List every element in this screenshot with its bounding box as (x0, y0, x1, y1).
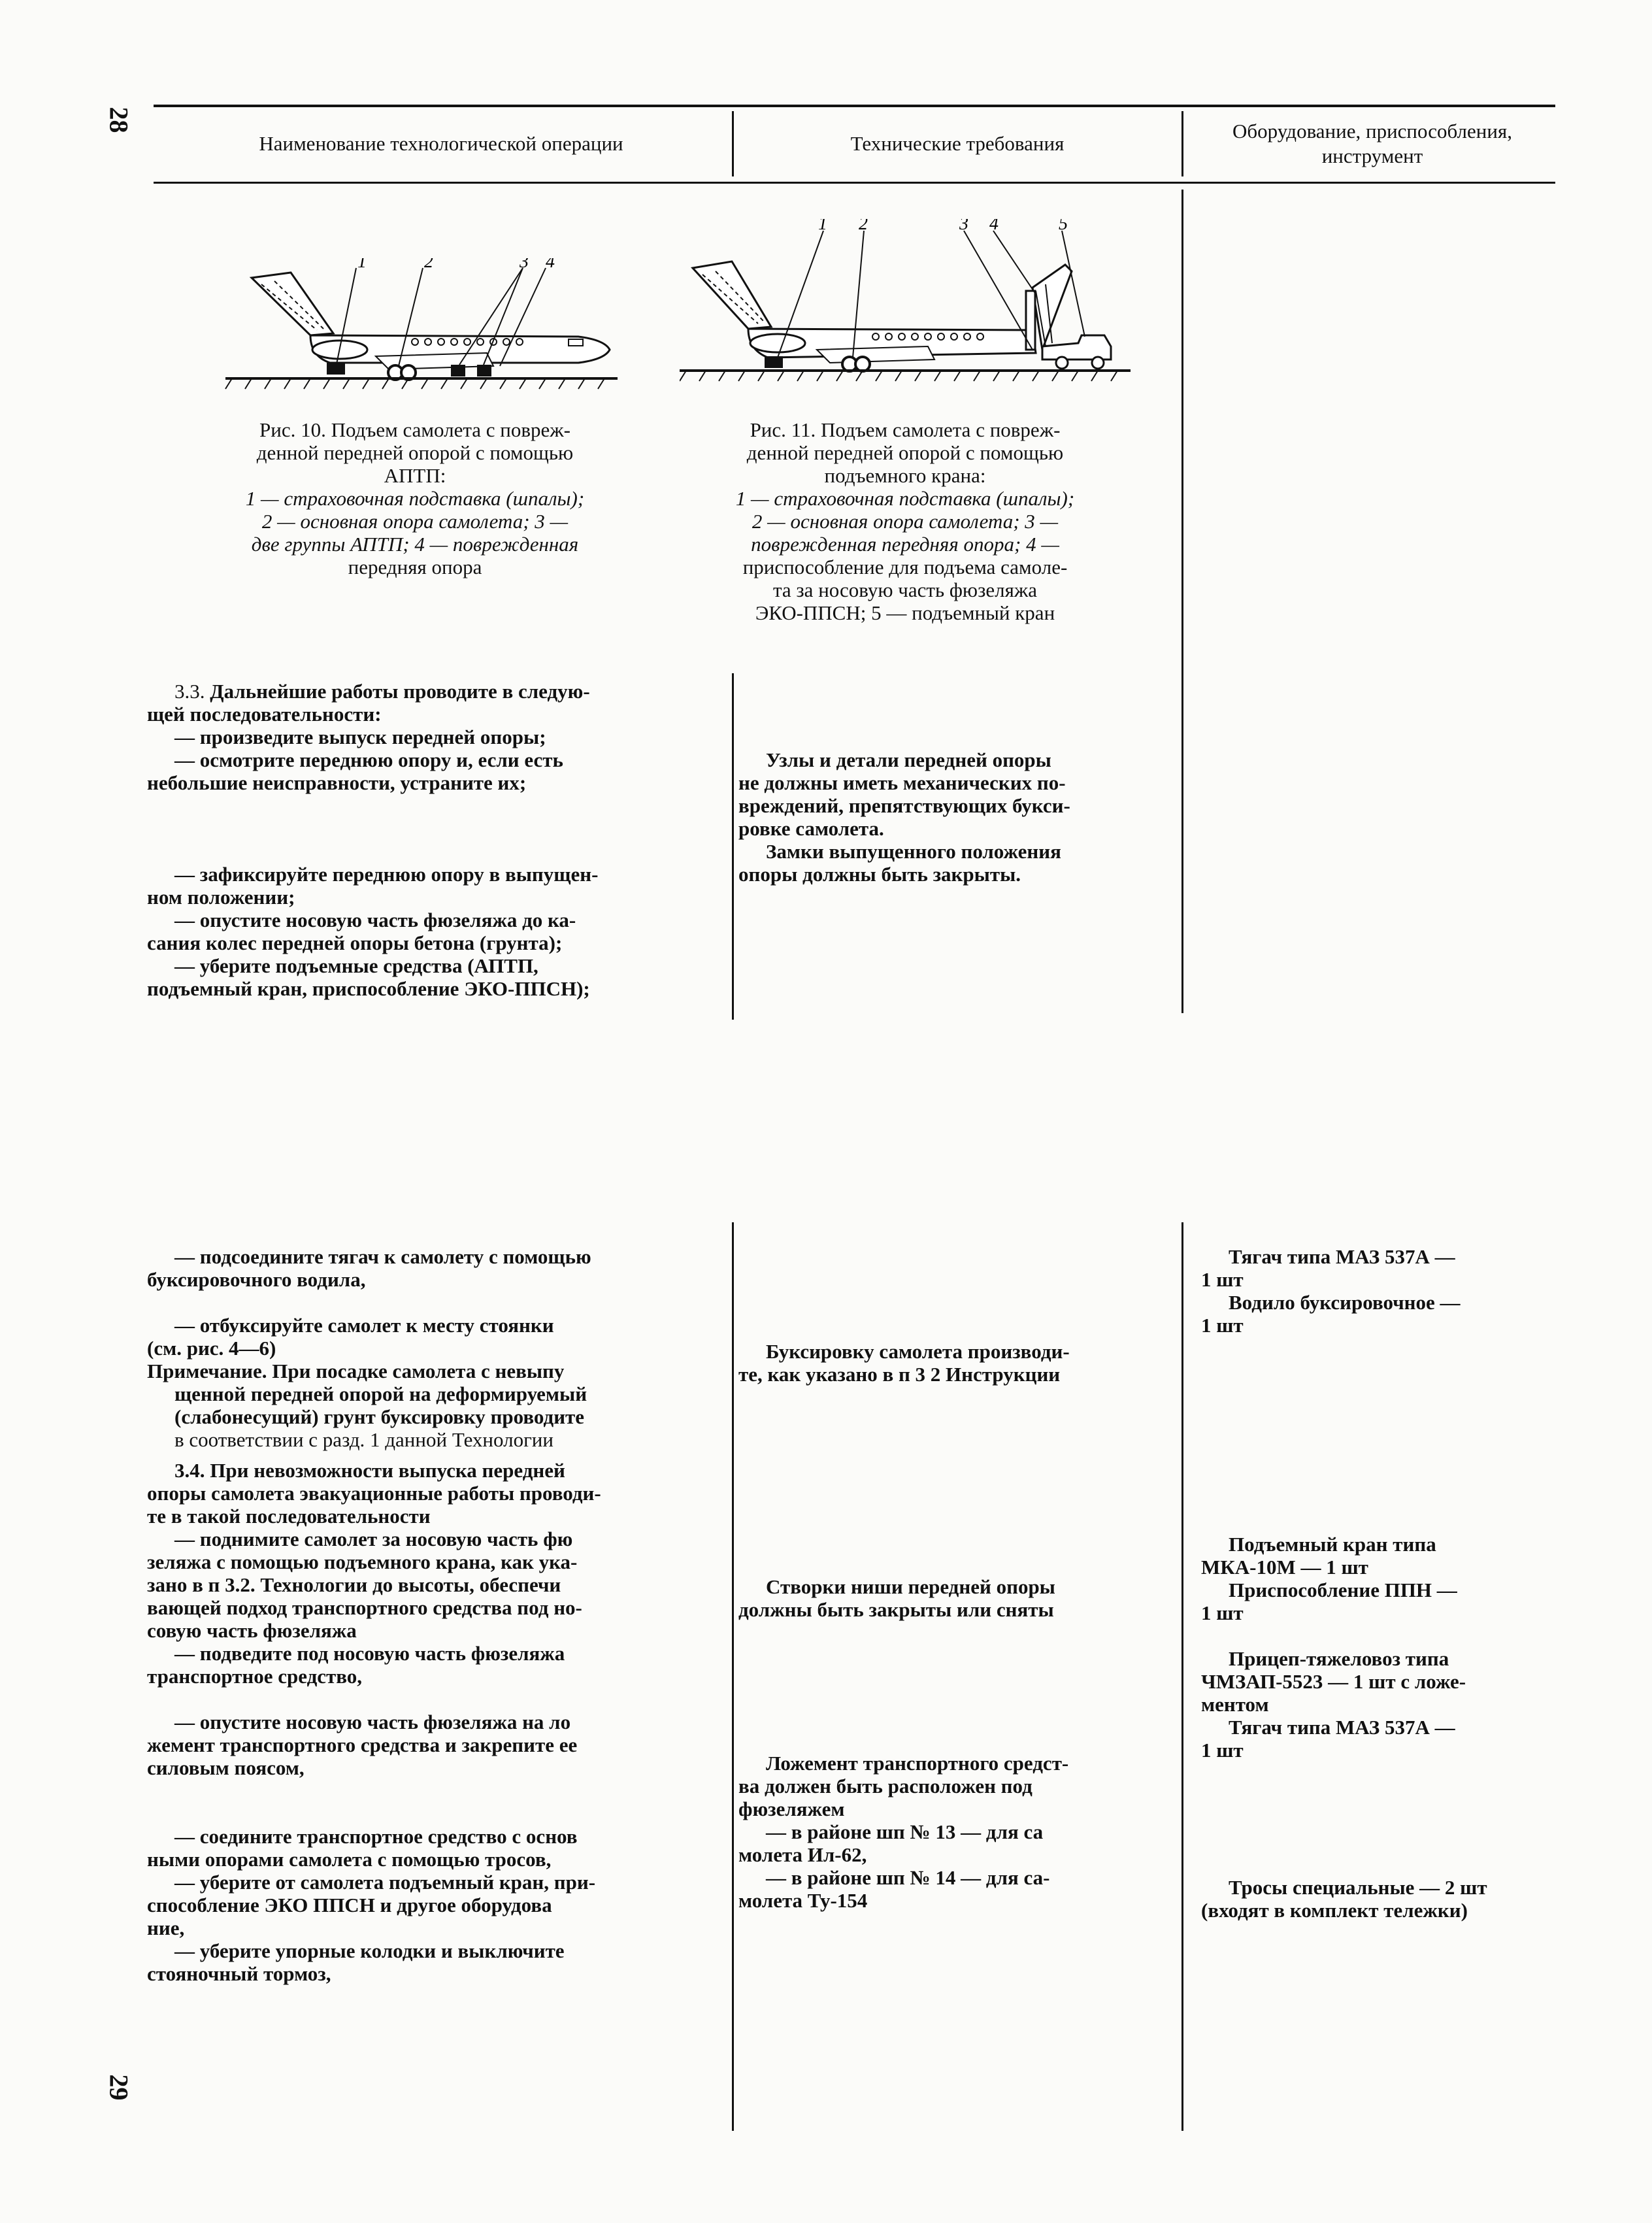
req-cradle-2: ва должен быть расположен под (738, 1775, 1032, 1797)
step-bring-vehicle: — подведите под носовую часть фюзеляжа (174, 1642, 565, 1665)
section2-operations (147, 1245, 716, 1985)
step-inspect-gear: — осмотрите переднюю опору и, если есть (174, 748, 563, 771)
figure-11-caption-line8: та за носовую часть фюзеляжа (773, 578, 1037, 601)
step-3-4: 3.4. При невозможности выпуска передней (174, 1459, 565, 1482)
step-lower-onto-cradle-2: жемент транспортного средства и закрепите ее (147, 1733, 578, 1756)
step-connect-tractor-cont: буксировочного водила, (147, 1268, 366, 1291)
equip-tractor-2: Тягач типа МАЗ 537А — (1229, 1716, 1455, 1739)
req-towing-cont: те, как указано в п 3 2 Инструкции (738, 1363, 1061, 1386)
figure-11-label-3: 3 (959, 219, 968, 234)
note-text-3: (слабонесущий) грунт буксировку проводите (174, 1405, 585, 1428)
figure-10-illustration (212, 258, 631, 395)
req-cradle: Ложемент транспортного средст- (766, 1752, 1069, 1775)
note-text-4: в соответствии с разд. 1 данной Технологии (174, 1428, 553, 1451)
step-remove-lifting: — уберите подъемные средства (АПТП, (174, 954, 538, 977)
page-number-top: 28 (104, 107, 134, 133)
step-3-3-text-cont: щей последовательности: (147, 703, 382, 726)
figure-10-label-3: 3 (520, 258, 529, 272)
req-doors-cont: должны быть закрыты или сняты (738, 1598, 1054, 1621)
step-remove-crane: — уберите от самолета подъемный кран, при- (174, 1871, 596, 1894)
req-towing: Буксировку самолета производи- (766, 1340, 1070, 1363)
figure-11-label-5: 5 (1059, 219, 1068, 234)
step-lower-nose-cont: сания колес передней опоры бетона (грунта); (147, 931, 563, 954)
req-gear-parts-3: вреждений, препятствующих букси- (738, 794, 1070, 817)
figure-10-caption-line5: 2 — основная опора самолета; 3 — (261, 510, 569, 533)
step-lift-aircraft-4: вающей подход транспортного средства под но- (147, 1596, 582, 1619)
figure-11-caption (693, 418, 1117, 624)
column-header-operation: Наименование технологической операции (259, 132, 623, 155)
equip-towbar-qty: 1 шт (1201, 1314, 1244, 1337)
figure-10-label-2: 2 (424, 258, 433, 272)
figure-10-caption-line3: АПТП: (384, 464, 446, 487)
step-lift-aircraft-2: зеляжа с помощью подъемного крана, как ука- (147, 1550, 578, 1573)
column-header-equipment-line2: инструмент (1321, 144, 1423, 167)
figure-11-caption-line4: 1 — страховочная подставка (шпалы); (735, 487, 1075, 510)
equip-tractor-qty: 1 шт (1201, 1268, 1244, 1291)
step-remove-crane-3: ние, (147, 1916, 185, 1939)
column-divider-right-upper (1181, 190, 1183, 1013)
figure-10-caption-line4: 1 — страховочная подставка (шпалы); (245, 487, 585, 510)
header-divider-1 (732, 111, 734, 176)
figure-11-label-2: 2 (859, 219, 868, 234)
equip-cables: Тросы специальные — 2 шт (1229, 1876, 1487, 1899)
req-cradle-3: фюзеляжем (738, 1797, 845, 1820)
step-connect-cables-cont: ными опорами самолета с помощью тросов, (147, 1848, 552, 1871)
req-frame-14-cont: молета Ту-154 (738, 1889, 868, 1912)
equip-towbar: Водило буксировочное — (1229, 1291, 1461, 1314)
equip-tractor-2-qty: 1 шт (1201, 1739, 1244, 1762)
req-gear-parts: Узлы и детали передней опоры (766, 748, 1051, 771)
page-number-bottom: 29 (104, 2074, 134, 2101)
step-connect-cables: — соедините транспортное средство с основ (174, 1825, 578, 1848)
section2-divider-2 (1181, 1222, 1183, 2131)
step-lock-gear-cont: ном положении; (147, 886, 295, 909)
equip-ppn: Приспособление ППН — (1229, 1579, 1457, 1601)
step-lower-nose: — опустите носовую часть фюзеляжа до ка- (174, 909, 576, 931)
equip-trailer: Прицеп-тяжеловоз типа (1229, 1647, 1449, 1670)
figure-11-caption-line9: ЭКО-ППСН; 5 — подъемный кран (755, 601, 1055, 624)
step-remove-lifting-cont: подъемный кран, приспособление ЭКО-ППСН); (147, 977, 590, 1000)
figure-11-caption-line7: приспособление для подъема самоле- (742, 556, 1068, 578)
figure-10-caption-line7: передняя опора (348, 556, 482, 578)
step-tow-cont: (см. рис. 4—6) (147, 1337, 276, 1360)
section1-divider-1 (732, 673, 734, 1020)
step-connect-tractor: — подсоедините тягач к самолету с помощью (174, 1245, 591, 1268)
step-lift-aircraft-3: зано в п 3.2. Технологии до высоты, обеспечи (147, 1573, 561, 1596)
step-remove-crane-2: способление ЭКО ППСН и другое оборудова (147, 1894, 552, 1916)
req-locks: Замки выпущенного положения (766, 840, 1061, 863)
note-text-2: щенной передней опорой на деформируемый (174, 1382, 587, 1405)
step-lift-aircraft: — поднимите самолет за носовую часть фю (174, 1528, 573, 1550)
step-extend-gear: — произведите выпуск передней опоры; (174, 726, 546, 748)
step-3-4-cont: опоры самолета эвакуационные работы проводи- (147, 1482, 601, 1505)
header-divider-2 (1181, 111, 1183, 176)
section1-operations (147, 680, 716, 1000)
header-bottom-rule (154, 182, 1555, 184)
req-frame-13-cont: молета Ил-62, (738, 1843, 867, 1866)
step-bring-vehicle-cont: транспортное средство, (147, 1665, 363, 1688)
figure-11-caption-line1: Рис. 11. Подъем самолета с повреж- (750, 418, 1061, 441)
step-3-3-text: Дальнейшие работы проводите в следую- (210, 680, 590, 703)
step-remove-chocks: — уберите упорные колодки и выключите (174, 1939, 565, 1962)
column-header-requirements: Технические требования (850, 132, 1065, 155)
section2-equipment (1201, 1245, 1554, 1922)
note-text: При посадке самолета с невыпу (267, 1360, 565, 1382)
req-frame-14: — в районе шп № 14 — для са- (766, 1866, 1050, 1889)
step-tow: — отбуксируйте самолет к месту стоянки (174, 1314, 554, 1337)
step-lower-onto-cradle: — опустите носовую часть фюзеляжа на ло (174, 1711, 571, 1733)
figure-11-caption-line2: денной передней опорой с помощью (746, 441, 1064, 464)
section2-requirements (738, 1340, 1163, 1912)
equip-tractor: Тягач типа МАЗ 537А — (1229, 1245, 1455, 1268)
req-frame-13: — в районе шп № 13 — для са (766, 1820, 1044, 1843)
figure-10-caption-line2: денной передней опорой с помощью (256, 441, 574, 464)
figure-11-label-1: 1 (818, 219, 827, 234)
column-header-equipment (1186, 119, 1559, 169)
figure-10-caption (203, 418, 627, 578)
step-lock-gear: — зафиксируйте переднюю опору в выпущен- (174, 863, 599, 886)
figure-11-caption-line5: 2 — основная опора самолета; 3 — (752, 510, 1059, 533)
step-3-4-cont-2: те в такой последовательности (147, 1505, 431, 1528)
equip-ppn-qty: 1 шт (1201, 1601, 1244, 1624)
step-remove-chocks-cont: стояночный тормоз, (147, 1962, 331, 1985)
figure-11-label-4: 4 (989, 219, 999, 234)
figure-10-caption-line6: две группы АПТП; 4 — поврежденная (251, 533, 579, 556)
equip-crane: Подъемный кран типа (1229, 1533, 1436, 1556)
step-3-3-number: 3.3. (174, 680, 210, 703)
equip-cables-cont: (входят в комплект тележки) (1201, 1899, 1468, 1922)
req-gear-parts-4: ровке самолета. (738, 817, 884, 840)
section2-divider-1 (732, 1222, 734, 2131)
figure-11-caption-line6: поврежденная передняя опора; 4 — (751, 533, 1059, 556)
step-inspect-gear-cont: небольшие неисправности, устраните их; (147, 771, 527, 794)
figure-10-label-1: 1 (357, 258, 367, 272)
figure-10-caption-line1: Рис. 10. Подъем самолета с повреж- (259, 418, 571, 441)
req-doors: Створки ниши передней опоры (766, 1575, 1055, 1598)
figure-11-caption-line3: подъемного крана: (824, 464, 986, 487)
column-header-equipment-line1: Оборудование, приспособления, (1232, 120, 1512, 142)
req-gear-parts-2: не должны иметь механических по- (738, 771, 1066, 794)
section1-requirements (738, 748, 1163, 886)
figure-10-label-4: 4 (546, 258, 555, 272)
step-lift-aircraft-5: совую часть фюзеляжа (147, 1619, 357, 1642)
equip-trailer-2: ЧМЗАП-5523 — 1 шт с ложе- (1201, 1670, 1466, 1693)
step-lower-onto-cradle-3: силовым поясом, (147, 1756, 305, 1779)
note-label: Примечание. (147, 1360, 267, 1382)
equip-crane-model: МКА-10М — 1 шт (1201, 1556, 1368, 1579)
header-top-rule (154, 105, 1555, 107)
req-locks-2: опоры должны быть закрыты. (738, 863, 1021, 886)
equip-trailer-3: ментом (1201, 1693, 1269, 1716)
figure-11-illustration (680, 219, 1137, 389)
